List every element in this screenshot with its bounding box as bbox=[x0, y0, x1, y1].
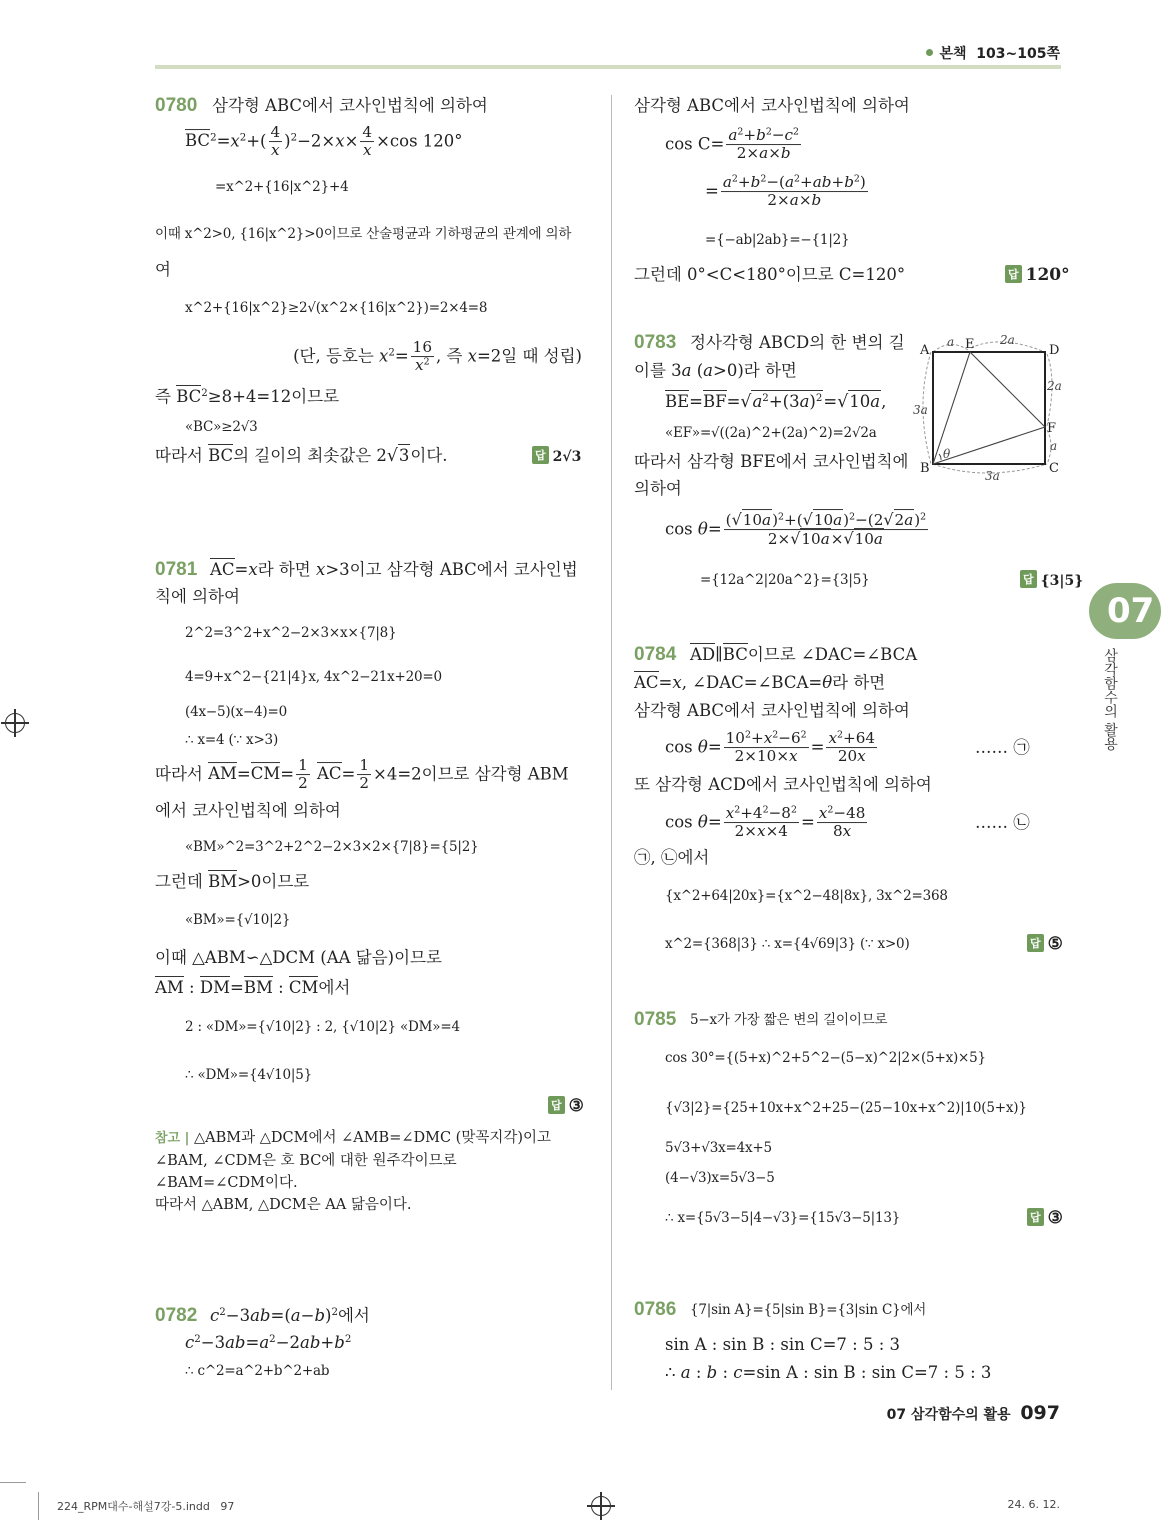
solution-line: «BM»={√10|2} bbox=[185, 912, 291, 928]
problem-number: 0782 bbox=[155, 1305, 198, 1326]
solution-line: 5√3+√3x=4x+5 bbox=[665, 1140, 772, 1156]
solution-line: …… ㉠ bbox=[975, 738, 1030, 757]
solution-line: x^2+{16|x^2}≥2√(x^2×{16|x^2})=2×4=8 bbox=[185, 300, 488, 316]
solution-line: $BE=BF=√a^2+(3a)^2=√10a$, bbox=[665, 392, 887, 412]
note-line: 따라서 △ABM, △DCM은 AA 닮음이다. bbox=[155, 1197, 412, 1213]
label-a: A bbox=[920, 343, 930, 358]
answer-badge: 답 bbox=[548, 1096, 565, 1114]
solution-line: cos C= $\frac{a^2+b^2-c^2}{2\times a\times b}$ bbox=[665, 126, 800, 163]
problem-number: 0780 bbox=[155, 95, 198, 116]
crop-mark bbox=[0, 1482, 26, 1483]
solution-line: =x^2+{16|x^2}+4 bbox=[215, 179, 349, 195]
solution-line: ∴ «DM»={4√10|5} bbox=[185, 1067, 313, 1083]
solution-line: 따라서 삼각형 BFE에서 코사인법칙에 bbox=[634, 452, 909, 471]
solution-line: 따라서 AM=CM= $\frac{1}{2}$ AC= $\frac{1}{2}$ ×4=2이므로 삼각형 ABM bbox=[155, 756, 569, 793]
length-fc: a bbox=[1050, 439, 1058, 453]
solution-line: {√3|2}={25+10x+x^2+25−(25−10x+x^2)|10(5+x)} bbox=[665, 1100, 1027, 1116]
page-number: 097 bbox=[1020, 1402, 1060, 1424]
answer-badge: 답 bbox=[1005, 265, 1022, 283]
solution-line: ={12a^2|20a^2}={3|5} bbox=[700, 572, 870, 588]
angle-theta: θ bbox=[943, 447, 951, 461]
answer bbox=[1005, 265, 1070, 285]
solution-line: AD∥BC이므로 ∠DAC=∠BCA bbox=[690, 645, 918, 664]
page-range: 103~105쪽 bbox=[976, 46, 1060, 62]
solution-line: 의하여 bbox=[634, 479, 682, 498]
footer-chapter: 07 삼각함수의 활용 bbox=[886, 1407, 1011, 1423]
solution-line: ={−ab|2ab}=−{1|2} bbox=[705, 232, 850, 248]
problem-number: 0783 bbox=[634, 332, 677, 353]
file-page: 97 bbox=[220, 1500, 235, 1513]
solution-line: ∴ x=4 (∵ x>3) bbox=[185, 732, 279, 748]
bullet-icon bbox=[926, 49, 933, 56]
solution-line: 이를 3a (a>0)라 하면 bbox=[634, 361, 797, 380]
solution-line: 이때 x^2>0, {16|x^2}>0이므로 산술평균과 기하평균의 관계에 의하 bbox=[155, 226, 572, 242]
solution-line: x^2={368|3} ∴ x={4√69|3} (∵ x>0) bbox=[665, 936, 910, 952]
answer-value: 2√3 bbox=[552, 449, 582, 465]
solution-line: 따라서 BC의 길이의 최솟값은 2√3이다. bbox=[155, 446, 448, 466]
label-d: D bbox=[1049, 343, 1060, 358]
length-ae: a bbox=[947, 335, 955, 349]
solution-line: ∴ x={5√3−5|4−√3}={15√3−5|13} bbox=[665, 1210, 901, 1226]
solution-line: 또 삼각형 ACD에서 코사인법칙에 의하여 bbox=[634, 775, 932, 794]
solution-line: sin A : sin B : sin C=7 : 5 : 3 bbox=[665, 1335, 901, 1354]
label-f: F bbox=[1047, 421, 1057, 436]
solution-line: «BM»^2=3^2+2^2−2×3×2×{7|8}={5|2} bbox=[185, 839, 479, 855]
solution-line: 여 bbox=[155, 260, 171, 279]
note-line: ∠BAM, ∠CDM은 호 BC에 대한 원주각이므로 bbox=[155, 1153, 457, 1169]
length-df: 2a bbox=[1047, 379, 1062, 393]
solution-line: $BC^2=x^2+$( $\frac{4}{x}$ )$^2$−2×x× $\frac{4}{x}$ ×cos 120° bbox=[185, 123, 463, 160]
answer-value: {3|5} bbox=[1040, 573, 1084, 589]
length-bc: 3a bbox=[985, 469, 1000, 483]
answer bbox=[548, 1096, 584, 1116]
answer-value: ⑤ bbox=[1047, 934, 1063, 954]
label-e: E bbox=[965, 337, 975, 352]
page-reference bbox=[926, 43, 1060, 63]
solution-line: cos 30°={(5+x)^2+5^2−(5−x)^2|2×(5+x)×5} bbox=[665, 1050, 986, 1066]
header-rule bbox=[155, 65, 1061, 69]
note-label: 참고 | bbox=[155, 1131, 190, 1146]
page-footer bbox=[887, 1402, 1060, 1424]
solution-line: 삼각형 ABC에서 코사인법칙에 의하여 bbox=[634, 96, 910, 115]
solution-line: 그런데 BM>0이므로 bbox=[155, 872, 310, 891]
problem-number: 0786 bbox=[634, 1299, 677, 1320]
book-label: 본책 bbox=[939, 46, 967, 62]
chapter-tab-title: 삼각함수의 활용 bbox=[1102, 648, 1118, 751]
solution-line: 2 : «DM»={√10|2} : 2, {√10|2} «DM»=4 bbox=[185, 1019, 460, 1035]
solution-line: ㉠, ㉡에서 bbox=[634, 848, 710, 867]
solution-line: 즉 $BC^2\ge 8+4=12$이므로 bbox=[155, 387, 340, 406]
solution-line: 이때 △ABM∽△DCM (AA 닮음)이므로 bbox=[155, 948, 442, 967]
answer-value: ③ bbox=[1047, 1208, 1063, 1228]
solution-line: 삼각형 ABC에서 코사인법칙에 의하여 bbox=[212, 96, 488, 115]
solution-line: 정사각형 ABCD의 한 변의 길 bbox=[690, 333, 905, 352]
solution-line: 그런데 0°<C<180°이므로 C=120° bbox=[634, 265, 906, 284]
solution-line: 2^2=3^2+x^2−2×3×x×{7|8} bbox=[185, 625, 397, 641]
label-c: C bbox=[1049, 461, 1059, 476]
answer bbox=[1027, 1208, 1063, 1228]
solution-line: ∴ a : b : c=sin A : sin B : sin C=7 : 5 : 3 bbox=[665, 1363, 992, 1382]
answer bbox=[1020, 570, 1083, 590]
answer-badge: 답 bbox=[1027, 934, 1044, 952]
square-diagram bbox=[905, 330, 1065, 485]
solution-line: cos θ= $\frac{(√10a)^2+(√10a)^2-(2√2a)^2}{2\times√10a\times√10a}$ bbox=[665, 510, 927, 549]
solution-line: {x^2+64|20x}={x^2−48|8x}, 3x^2=368 bbox=[665, 888, 948, 904]
length-ed: 2a bbox=[1000, 333, 1015, 347]
problem-number: 0781 bbox=[155, 559, 198, 580]
solution-line: 5−x가 가장 짧은 변의 길이이므로 bbox=[690, 1012, 888, 1028]
solution-line: «BC»≥2√3 bbox=[185, 419, 258, 435]
answer-value: 120° bbox=[1025, 265, 1070, 285]
answer-badge: 답 bbox=[532, 446, 549, 464]
solution-line: 칙에 의하여 bbox=[155, 587, 240, 606]
answer bbox=[532, 446, 581, 466]
solution-line: $c^2-3ab=(a-b)^2$에서 bbox=[210, 1306, 370, 1325]
chapter-tab: 07 bbox=[1089, 583, 1161, 639]
solution-line: $c^2-3ab=a^2-2ab+b^2$ bbox=[185, 1333, 352, 1352]
solution-line: (4x−5)(x−4)=0 bbox=[185, 704, 287, 720]
reference-note bbox=[155, 1127, 551, 1216]
problem-number: 0784 bbox=[634, 644, 677, 665]
solution-line: «EF»=√((2a)^2+(2a)^2)=2√2a bbox=[665, 425, 877, 441]
solution-line: = $\frac{a^2+b^2-(a^2+ab+b^2)}{2\times a\times b}$ bbox=[705, 173, 866, 210]
answer-badge: 답 bbox=[1027, 1208, 1044, 1226]
crop-mark bbox=[38, 1492, 39, 1520]
note-line: ∠BAM=∠CDM이다. bbox=[155, 1175, 298, 1191]
solution-line: AC=x라 하면 x>3이고 삼각형 ABC에서 코사인법 bbox=[210, 560, 578, 579]
answer-value: ③ bbox=[568, 1096, 584, 1116]
solution-line: 에서 코사인법칙에 의하여 bbox=[155, 801, 341, 820]
solution-line: (4−√3)x=5√3−5 bbox=[665, 1170, 775, 1186]
file-name: 224_RPM대수-해설7강-5.indd bbox=[57, 1500, 210, 1513]
file-info bbox=[57, 1498, 234, 1514]
answer-badge: 답 bbox=[1020, 570, 1037, 588]
length-ab: 3a bbox=[913, 403, 928, 417]
solution-line: ∴ c^2=a^2+b^2+ab bbox=[185, 1363, 330, 1379]
column-divider bbox=[611, 95, 612, 1390]
note-line: △ABM과 △DCM에서 ∠AMB=∠DMC (맞꼭지각)이고 bbox=[194, 1130, 552, 1146]
print-date: 24. 6. 12. bbox=[1007, 1498, 1060, 1511]
solution-line: (단, 등호는 $x^2=$ $\frac{16}{x^2}$ , 즉 x=2일 때 성립) bbox=[293, 338, 582, 375]
label-b: B bbox=[920, 461, 930, 476]
registration-mark-icon bbox=[5, 713, 25, 733]
solution-line: {7|sin A}={5|sin B}={3|sin C}에서 bbox=[690, 1302, 927, 1318]
answer bbox=[1027, 934, 1063, 954]
solution-line: AM : DM=BM : CM에서 bbox=[155, 978, 351, 997]
solution-line: …… ㉡ bbox=[975, 813, 1030, 832]
solution-line: cos θ= $\frac{10^2+x^2-6^2}{2\times 10\times x}$ = $\frac{x^2+64}{20x}$ bbox=[665, 729, 876, 766]
solution-line: AC=x, ∠DAC=∠BCA=θ라 하면 bbox=[634, 673, 886, 692]
solution-line: cos θ= $\frac{x^2+4^2-8^2}{2\times x\times 4}$ = $\frac{x^2-48}{8x}$ bbox=[665, 804, 866, 841]
angle-arc bbox=[939, 454, 941, 460]
solution-line: 삼각형 ABC에서 코사인법칙에 의하여 bbox=[634, 701, 910, 720]
registration-mark-icon bbox=[591, 1496, 611, 1516]
problem-number: 0785 bbox=[634, 1009, 677, 1030]
solution-line: 4=9+x^2−{21|4}x, 4x^2−21x+20=0 bbox=[185, 669, 442, 685]
